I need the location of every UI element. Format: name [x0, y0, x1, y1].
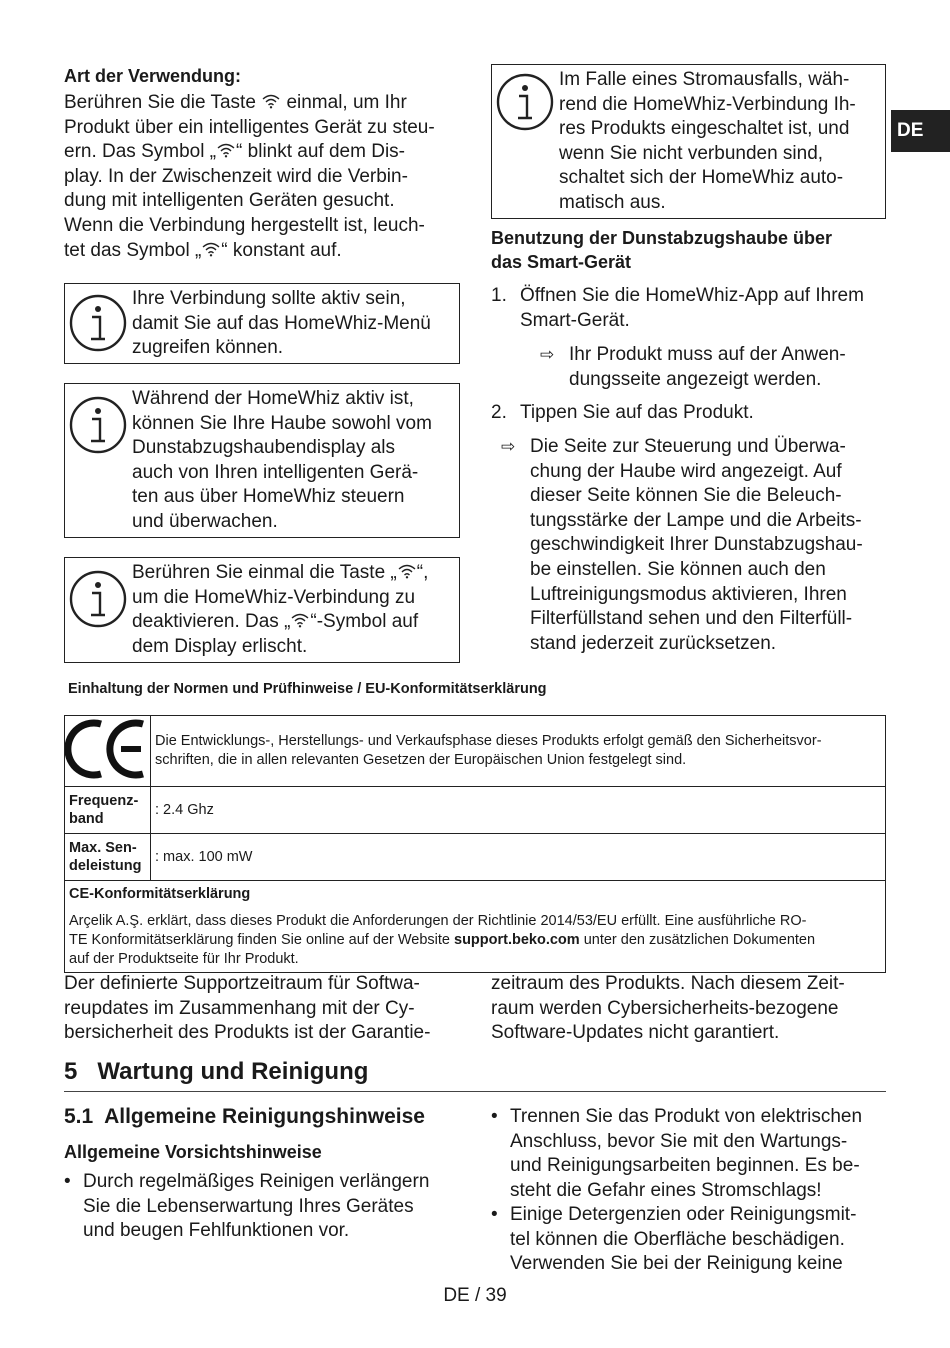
text: Während der HomeWhiz aktiv ist, [132, 388, 414, 409]
text: steht die Gefahr eines Stromschlags! [510, 1179, 822, 1201]
text: band [69, 811, 104, 827]
step-2-result [501, 435, 893, 656]
text: Der definierte Supportzeitraum für Softwa- [64, 973, 420, 994]
text: Max. Sen- [69, 840, 137, 856]
step-number: 1. [491, 285, 507, 306]
text: um die HomeWhiz-Verbindung zu [132, 586, 416, 608]
declaration-cell [65, 881, 886, 973]
support-link[interactable]: support.beko.com [454, 932, 580, 948]
text: bersicherheit des Produkts ist der Garantie- [64, 1022, 431, 1044]
text: ern. Das Symbol „ [64, 141, 217, 163]
table-row [65, 716, 886, 787]
ce-mark-cell [65, 716, 151, 787]
text: und Reinigungsarbeiten beginnen. Es be- [510, 1155, 860, 1177]
text: Die Seite zur Steuerung und Überwa- [530, 436, 846, 457]
bullet-icon: • [491, 1204, 498, 1225]
text: können Sie Ihre Haube sowohl vom [132, 412, 432, 434]
text: tungsstärke der Lampe und die Arbeits- [530, 509, 862, 531]
text: Die Entwicklungs-, Herstellungs- und Verkaufsphase dieses Produkts erfolgt gemäß den Sicherheitsvor- [155, 733, 822, 749]
text: Verwenden Sie bei der Reinigung keine [510, 1253, 843, 1275]
text: das Smart-Gerät [491, 252, 632, 272]
step-number: 2. [491, 402, 507, 423]
usage-paragraph [64, 91, 464, 263]
text: Tippen Sie auf das Produkt. [520, 402, 754, 423]
wifi-icon [290, 612, 310, 628]
text: res Produkts eingeschaltet ist, und [559, 118, 850, 140]
text: auch von Ihren intelligenten Gerä- [132, 461, 419, 483]
text: Ihr Produkt muss auf der Anwen- [569, 344, 846, 365]
text: schriften, die in allen relevanten Gesetzen der Europäischen Union festgelegt sind. [155, 752, 687, 768]
conformity-table [64, 715, 886, 973]
text: rend die HomeWhiz-Verbindung Ih- [559, 93, 856, 115]
power-label-cell [65, 834, 151, 881]
section-title: 5 Wartung und Reinigung [64, 1058, 369, 1085]
wifi-icon [261, 93, 281, 109]
declaration-title: CE-Konformitätserklärung [69, 886, 251, 902]
info-icon [69, 396, 127, 454]
text: “ blinkt auf dem Dis- [236, 141, 405, 163]
text: Im Falle eines Stromausfalls, wäh- [559, 69, 850, 90]
text: zeitraum des Produkts. Nach diesem Zeit- [491, 973, 845, 994]
text: tel können die Oberfläche beschädigen. [510, 1228, 845, 1250]
text: einmal, um Ihr [281, 92, 407, 113]
ce-mark-icon [65, 716, 149, 782]
text: play. In der Zwischenzeit wird die Verbin- [64, 165, 408, 187]
subsection-title: 5.1 Allgemeine Reinigungshinweise [64, 1105, 425, 1128]
text: Öffnen Sie die HomeWhiz-App auf Ihrem [520, 285, 864, 306]
text: Einige Detergenzien oder Reinigungsmit- [510, 1204, 857, 1225]
result-arrow-icon: ⇨ [540, 345, 555, 364]
text: Benutzung der Dunstabzugshaube über [491, 228, 833, 248]
support-paragraph-right [491, 972, 891, 1046]
text: raum werden Cybersicherheits-bezogene [491, 997, 839, 1019]
section-divider [64, 1091, 886, 1092]
text: wenn Sie nicht verbunden sind, [559, 142, 824, 164]
support-paragraph-left [64, 972, 464, 1046]
bullet-icon: • [64, 1171, 71, 1192]
text: Durch regelmäßiges Reinigen verlängern [83, 1171, 430, 1192]
text: dieser Seite können Sie die Beleuch- [530, 485, 842, 507]
text: Frequenz- [69, 793, 139, 809]
text: Wenn die Verbindung hergestellt ist, leuch- [64, 214, 425, 236]
text: TE Konformitätserklärung finden Sie online auf der Website [69, 932, 454, 948]
wifi-icon [397, 563, 417, 579]
language-tab: DE [891, 110, 950, 152]
table-row [65, 834, 886, 881]
text: Produkt über ein intelligentes Gerät zu steu- [64, 116, 435, 138]
text: Software-Updates nicht garantiert. [491, 1022, 780, 1044]
text: Anschluss, bevor Sie mit den Wartungs- [510, 1130, 848, 1152]
text: stand jederzeit zurücksetzen. [530, 632, 777, 654]
frequency-label-cell [65, 787, 151, 834]
text: reupdates im Zusammenhang mit der Cy- [64, 997, 415, 1019]
text: matisch aus. [559, 191, 666, 213]
info-note-power-failure [491, 64, 886, 219]
table-row [65, 787, 886, 834]
text: dem Display erlischt. [132, 635, 308, 657]
subsubsection-title: Allgemeine Vorsichtshinweise [64, 1142, 322, 1162]
text: Trennen Sie das Produkt von elektrischen [510, 1106, 863, 1127]
text: tet das Symbol „ [64, 239, 202, 261]
bullet-icon: • [491, 1106, 498, 1127]
text: Arçelik A.Ş. erklärt, dass dieses Produkt die Anforderungen der Richtlinie 2014/53/EU erfüllt. Eine ausführliche RO- [69, 913, 807, 929]
text: und überwachen. [132, 510, 278, 532]
text: zugreifen können. [132, 337, 284, 359]
text: und beugen Fehlfunktionen vor. [83, 1220, 350, 1242]
ce-description-cell [151, 716, 886, 787]
info-icon [69, 294, 127, 352]
text: Filterfüllstand sehen und den Filterfüll- [530, 608, 853, 630]
text: geschwindigkeit Ihrer Dunstabzugshau- [530, 534, 863, 556]
page-number: DE / 39 [443, 1285, 507, 1306]
text: “ konstant auf. [221, 239, 342, 261]
info-note-connection [64, 283, 460, 364]
text: Ihre Verbindung sollte aktiv sein, [132, 288, 406, 309]
info-note-deactivate [64, 557, 460, 663]
text: “, [416, 562, 429, 583]
info-icon [496, 73, 554, 131]
conformity-title: Einhaltung der Normen und Prüfhinweise / EU-Konformitätserklärung [68, 681, 547, 697]
text: auf der Produktseite für Ihr Produkt. [69, 951, 299, 967]
wifi-icon [216, 142, 236, 158]
text: “-Symbol auf [310, 611, 419, 633]
text: Berühren Sie einmal die Taste „ [132, 562, 397, 583]
table-row [65, 881, 886, 973]
text: dung mit intelligenten Geräten gesucht. [64, 190, 395, 212]
text: deleistung [69, 858, 142, 874]
power-value-cell: : max. 100 mW [151, 834, 886, 881]
result-arrow-icon: ⇨ [501, 437, 516, 456]
text: Luftreinigungsmodus aktivieren, Ihren [530, 583, 847, 605]
text: ten aus über HomeWhiz steuern [132, 486, 405, 508]
info-note-homewhiz-active [64, 383, 460, 538]
text: damit Sie auf das HomeWhiz-Menü [132, 312, 431, 334]
text: be einstellen. Sie können auch den [530, 558, 826, 580]
text: chung der Haube wird angezeigt. Auf [530, 460, 842, 482]
usage-heading: Art der Verwendung: [64, 66, 242, 86]
text: Sie die Lebenserwartung Ihres Gerätes [83, 1195, 414, 1217]
text: dungsseite angezeigt werden. [569, 368, 822, 390]
info-icon [69, 570, 127, 628]
frequency-value-cell: : 2.4 Ghz [151, 787, 886, 834]
step-1-result [540, 343, 890, 392]
text: schaltet sich der HomeWhiz auto- [559, 167, 844, 189]
text: unter den zusätzlichen Dokumenten [579, 932, 816, 948]
text: Dunstabzugshaubendisplay als [132, 437, 396, 459]
text: Berühren Sie die Taste [64, 92, 262, 113]
smart-device-heading [491, 226, 886, 274]
wifi-icon [201, 241, 221, 257]
text: deaktivieren. Das „ [132, 611, 291, 633]
text: Smart-Gerät. [520, 309, 630, 331]
